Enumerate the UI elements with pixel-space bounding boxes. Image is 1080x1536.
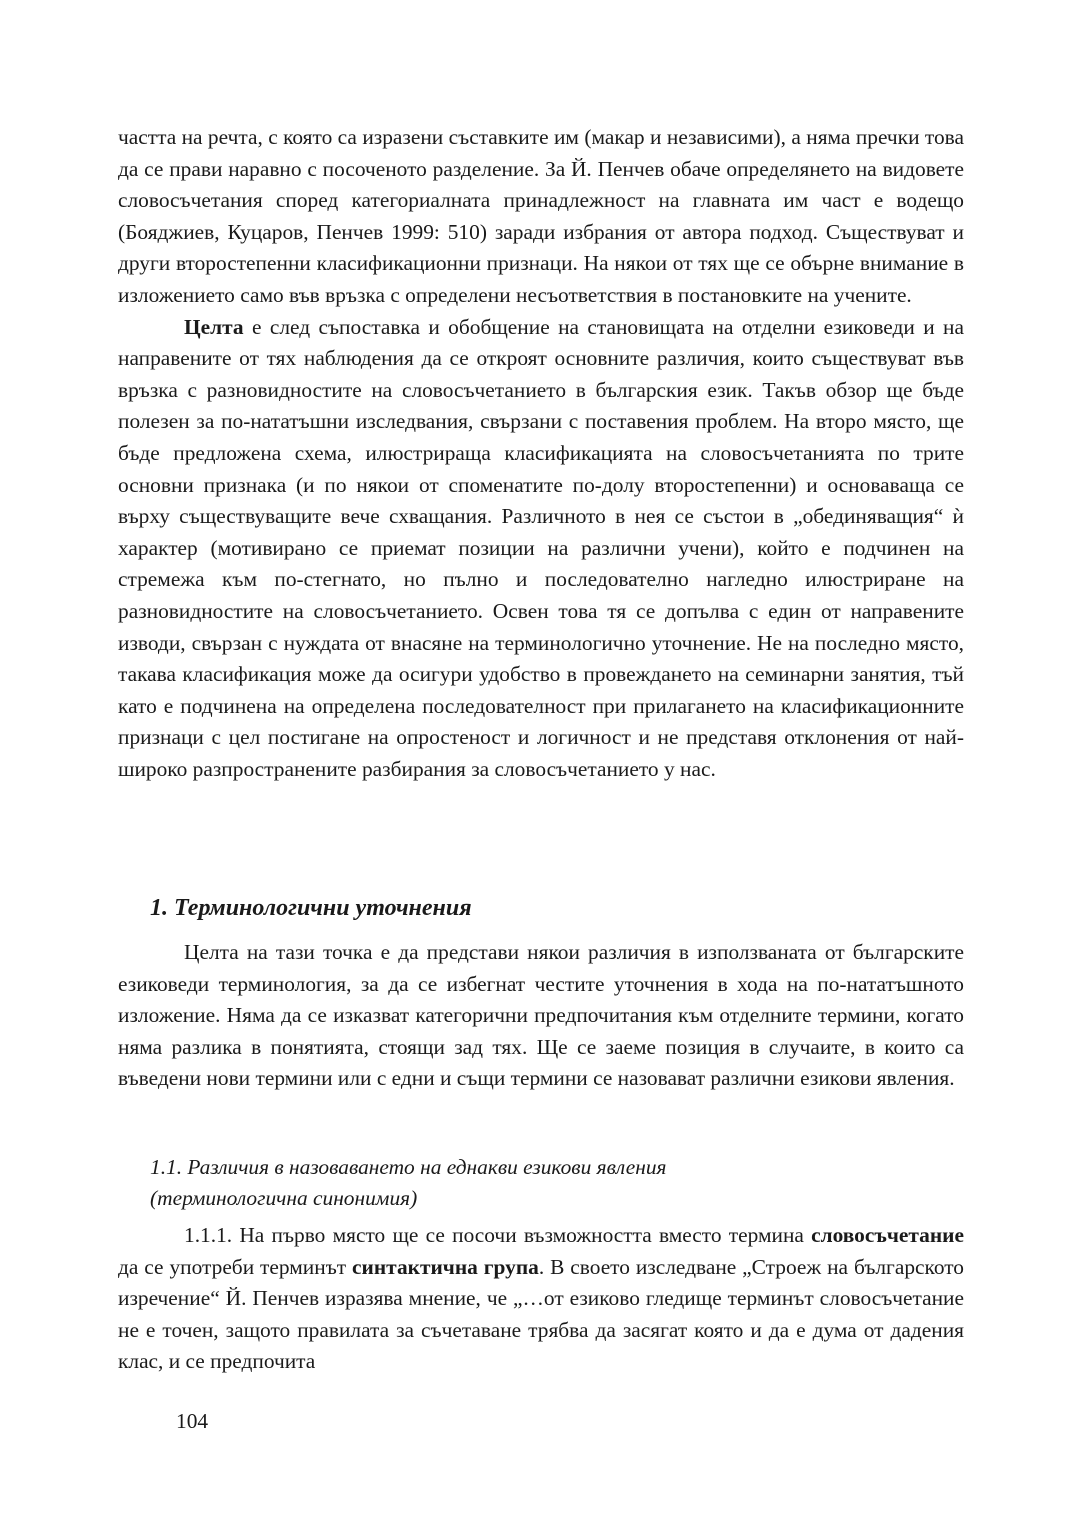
body-text-middle — [118, 937, 964, 1095]
page-number: 104 — [176, 1409, 209, 1433]
paragraph-4 — [118, 1220, 964, 1378]
body-text-top — [118, 122, 964, 785]
paragraph-1: частта на речта, с която са изразени съставките им (макар и независими), а няма пречки това да се прави наравно с посоченото разделение. За Й. Пенчев обаче определянето на видовете словосъчетания според категориалната принадлежност на главната им част е водещо (Бояджиев, Куцаров, Пенчев 1999: 510) заради избрания от автора подход. Съществуват и други второстепенни класификационни признаци. На някои от тях ще се обърне внимание в изложението само във връзка с определени несъответствия в постановките на учените. — [118, 125, 964, 307]
subsection-heading — [150, 1152, 950, 1214]
paragraph-2 — [118, 312, 964, 786]
paragraph-4-part-2: да се употреби терминът — [118, 1254, 353, 1279]
bold-term-syntactic-group: синтактична група — [352, 1254, 539, 1279]
bold-term-word-combination: словосъчетание — [811, 1223, 964, 1247]
subsection-heading-line-1: 1.1. Различия в назоваването на еднакви езикови явления — [150, 1155, 667, 1179]
paragraph-3: Целта на тази точка е да представи някои различия в използваната от българските езиковеди терминология, за да се избегнат честите уточнения в хода на по-нататъшното изложение. Няма да се изказват категорични предпочитания към отделните термини, когато няма разлика в понятията, стоящи зад тях. Ще се заеме позиция в случаите, в които са въведени нови термини или с едни и същи термини се назовават различни езикови явления. — [118, 940, 964, 1091]
bold-term-goal: Целта — [184, 314, 244, 339]
paragraph-2-text: е след съпоставка и обобщение на становищата на отделни езиковеди и на направените от тях наблюдения да се откроят основните различия, които съществуват във връзка с разновидностите на словосъчетанието в българския език. Такъв обзор ще бъде полезен за по-нататъшни изследвания, свързани с поставения проблем. На второ място, ще бъде предложена схема, илюстрираща класификацията на словосъчетанията по трите основни признака (и по някои от споменатите по-долу второстепенни) и основаваща се върху съществуващите вече схващания. Различното в нея се състои в „обединяващия“ ѝ характер (мотивирано се приемат позиции на различни учени), който е подчинен на стремежа към по-стегнато, но пълно и последователно нагледно илюстриране на разновидностите на словосъчетанието. Освен това тя се допълва с един от направените изводи, свързан с нуждата от внасяне на терминологично уточнение. Не на последно място, такава класификация може да осигури удобство в провеждането на семинарни занятия, тъй като е подчинена на определена последователност при прилагането на класификационните признаци с цел постигане на опростеност и логичност и не представя отклонения от най-широко разпространените разбирания за словосъчетанието у нас. — [118, 314, 964, 781]
paragraph-4-part-3: . В своето изследване „Строеж на българското изречение“ Й. Пенчев изразява мнение, че „…от езиково гледище терминът словосъчетание не е точен, защото правилата за съчетаване трябва да засягат която и да е дума от дадения клас, и се предпочита — [118, 1254, 964, 1374]
paragraph-4-part-1: 1.1.1. На първо място ще се посочи възможността вместо термина — [184, 1223, 812, 1247]
body-text-bottom — [118, 1220, 964, 1378]
section-heading: 1. Терминологични уточнения — [150, 895, 472, 921]
subsection-heading-line-2: (терминологична синонимия) — [150, 1186, 418, 1210]
